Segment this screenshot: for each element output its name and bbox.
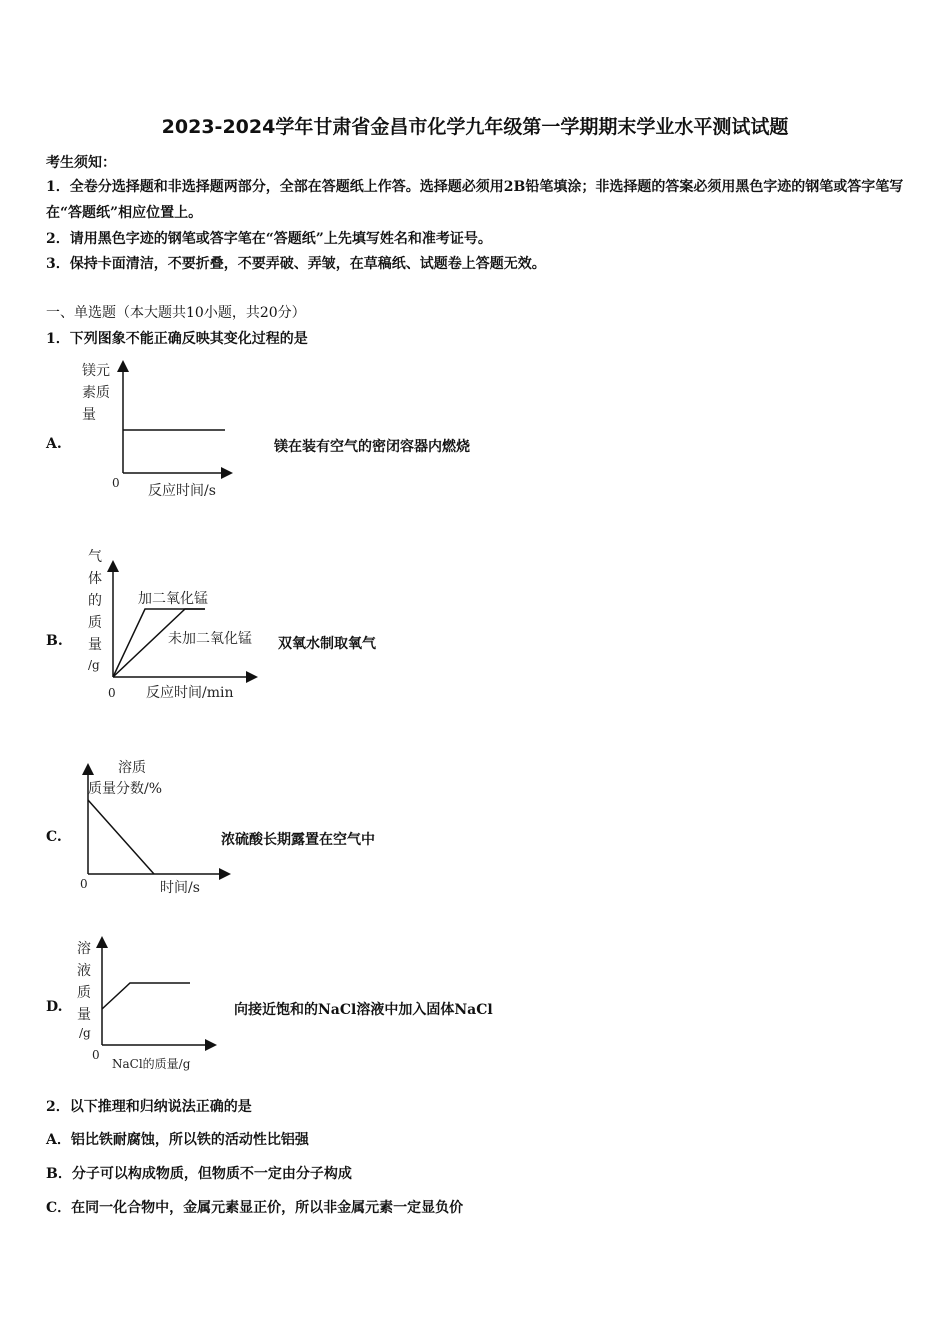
graph-d-ylabel-3: 质	[77, 985, 91, 1001]
graph-b-xlabel: 反应时间/min	[146, 685, 234, 701]
option-b-caption: 双氧水制取氧气	[278, 636, 376, 652]
graph-a-ylabel-2: 素质	[82, 385, 110, 401]
option-a-caption: 镁在装有空气的密闭容器内燃烧	[274, 439, 470, 455]
option-d-letter: D.	[46, 999, 63, 1015]
graph-c-xlabel: 时间/s	[160, 880, 200, 896]
graph-d-ylabel-4: 量	[77, 1007, 91, 1023]
graph-a-origin: 0	[112, 476, 120, 490]
graph-b-ylabel-3: 的	[88, 593, 102, 609]
graph-b-line2-label: 未加二氧化锰	[168, 631, 252, 647]
graph-b-ylabel-6: /g	[88, 658, 100, 672]
graph-d-ylabel-1: 溶	[77, 941, 91, 957]
graph-d-curve	[102, 983, 190, 1009]
question-2-option-a: A．铝比铁耐腐蚀，所以铁的活动性比铝强	[46, 1132, 309, 1148]
graph-a-ylabel-1: 镁元	[82, 363, 110, 379]
option-a-letter: A.	[46, 436, 62, 452]
graph-a-ylabel-3: 量	[82, 407, 96, 423]
graph-c-curve	[88, 800, 154, 874]
graph-b-ylabel-1: 气	[88, 549, 102, 565]
graph-d-xlabel: NaCl的质量/g	[112, 1057, 191, 1071]
option-c-letter: C.	[46, 829, 62, 845]
graph-b-ylabel-4: 质	[88, 615, 102, 631]
graph-a	[70, 355, 260, 505]
graph-a-xlabel: 反应时间/s	[148, 483, 216, 499]
graph-b-line1-label: 加二氧化锰	[138, 591, 208, 607]
section-heading: 一、单选题（本大题共10小题，共20分）	[46, 305, 306, 321]
graph-b-ylabel-5: 量	[88, 637, 102, 653]
notice-item-3: 3．保持卡面清洁，不要折叠，不要弄破、弄皱，在草稿纸、试题卷上答题无效。	[46, 256, 546, 272]
question-2-stem: 2．以下推理和归纳说法正确的是	[46, 1099, 252, 1115]
option-b-letter: B.	[46, 633, 63, 649]
graph-d-ylabel-5: /g	[79, 1026, 91, 1040]
graph-b-origin: 0	[108, 686, 116, 700]
notice-item-1: 1．全卷分选择题和非选择题两部分，全部在答题纸上作答。选择题必须用2B铅笔填涂；非选择题的答案必须用黑色字迹的钢笔或答字笔写在“答题纸”相应位置上。	[46, 179, 904, 221]
graph-c-ylabel-1: 溶质	[118, 760, 146, 776]
notice-item-2: 2．请用黑色字迹的钢笔或答字笔在“答题纸”上先填写姓名和准考证号。	[46, 231, 492, 247]
graph-d-ylabel-2: 液	[77, 963, 91, 979]
question-1-stem: 1．下列图象不能正确反映其变化过程的是	[46, 331, 308, 347]
graph-d	[74, 933, 244, 1078]
page-title: 2023-2024学年甘肃省金昌市化学九年级第一学期期末学业水平测试试题	[161, 116, 789, 138]
graph-b-ylabel-2: 体	[88, 571, 102, 587]
graph-d-origin: 0	[92, 1048, 100, 1062]
option-c-caption: 浓硫酸长期露置在空气中	[221, 832, 375, 848]
graph-c	[78, 752, 258, 902]
question-2-option-c: C．在同一化合物中，金属元素显正价，所以非金属元素一定显负价	[46, 1200, 464, 1216]
graph-b	[80, 545, 280, 705]
option-d-caption: 向接近饱和的NaCl溶液中加入固体NaCl	[234, 1002, 493, 1018]
graph-c-origin: 0	[80, 877, 88, 891]
graph-c-ylabel-2: 质量分数/%	[88, 781, 163, 797]
question-2-option-b: B．分子可以构成物质，但物质不一定由分子构成	[46, 1166, 352, 1182]
notice-heading: 考生须知：	[46, 155, 116, 171]
